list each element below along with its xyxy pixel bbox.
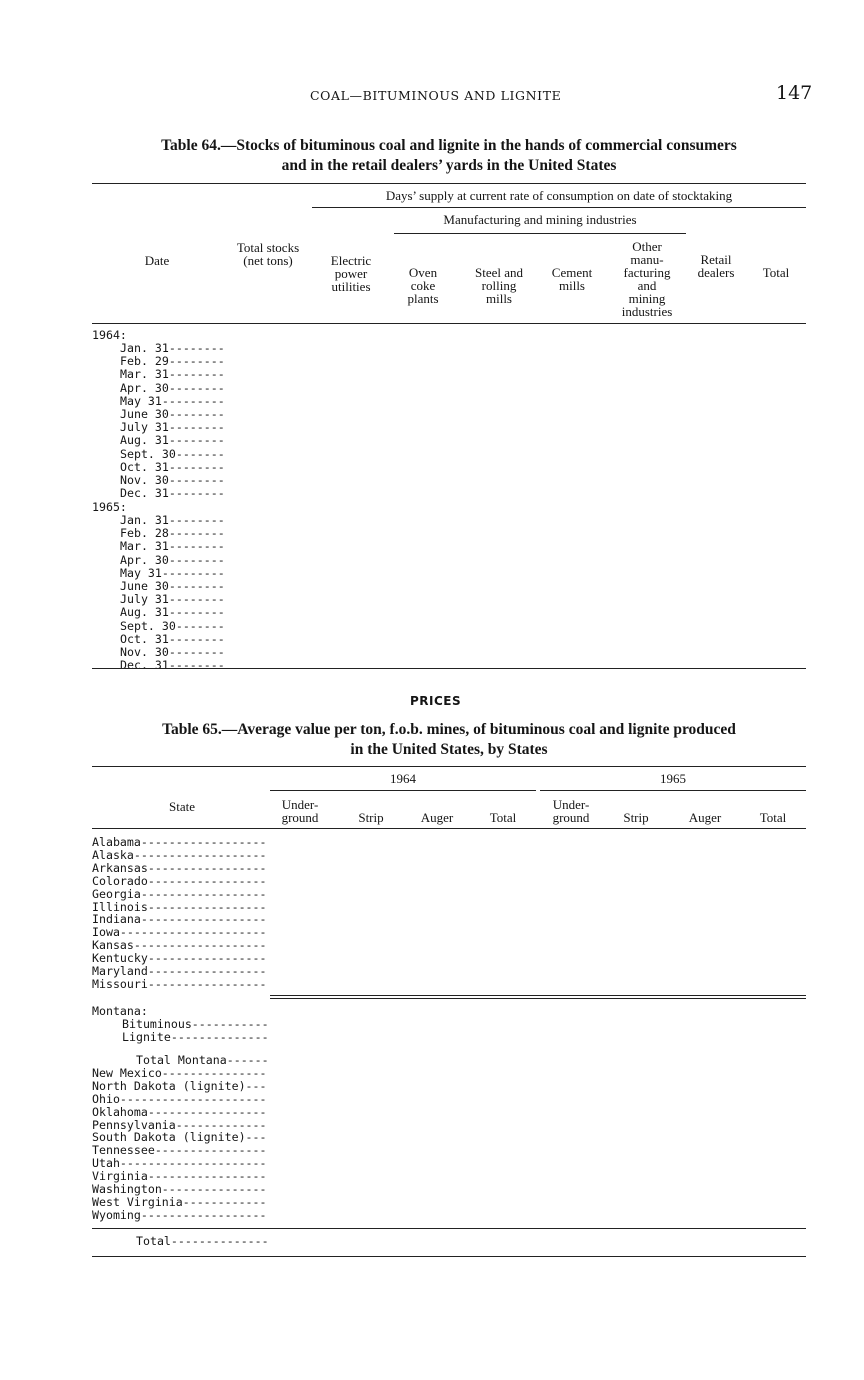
col-steel-header: Steel and rolling mills — [474, 265, 523, 306]
page-number: 147 — [776, 82, 813, 104]
running-title: COAL—BITUMINOUS AND LIGNITE — [310, 88, 562, 103]
date-cell: May 31--------- — [120, 393, 225, 408]
subcol-header: Strip — [358, 810, 384, 825]
date-cell: Apr. 30-------- — [120, 380, 225, 395]
state-cell: North Dakota (lignite)--- — [92, 1078, 267, 1093]
date-cell: Feb. 28-------- — [120, 526, 225, 541]
subcol-header: Total — [759, 810, 787, 825]
state-cell: Bituminous----------- — [122, 1017, 269, 1031]
col-oven-header: Oven coke plants — [407, 265, 439, 306]
state-cell: Washington--------------- — [92, 1182, 267, 1196]
year-label-text: 1964: — [92, 328, 127, 342]
state-cell: Lignite-------------- — [122, 1030, 269, 1044]
state-cell: Indiana------------------ — [92, 912, 267, 927]
table64-title-line1: Table 64.—Stocks of bituminous coal and lignite in the hands of commercial consumers — [161, 137, 737, 154]
year-label-text: 1965: — [92, 499, 127, 514]
subcol-header: Auger — [420, 810, 454, 825]
date-cell: Aug. 31-------- — [120, 433, 225, 448]
date-cell: July 31-------- — [120, 592, 225, 607]
state-cell: Colorado----------------- — [92, 873, 267, 888]
date-cell: Aug. 31-------- — [120, 605, 225, 620]
col-total-header: Total — [762, 265, 790, 280]
date-cell: Jan. 31-------- — [120, 512, 225, 527]
date-cell: June 30-------- — [120, 407, 225, 421]
col-date-header: Date — [144, 253, 170, 268]
state-cell: Iowa--------------------- — [92, 925, 267, 940]
state-cell: Total-------------- — [136, 1234, 269, 1248]
date-cell: Nov. 30-------- — [120, 473, 225, 487]
state-cell: Pennsylvania------------- — [92, 1117, 267, 1132]
date-cell: Oct. 31-------- — [120, 631, 225, 646]
subcol-header: Under- ground — [281, 797, 319, 825]
year-1964-header: 1964 — [390, 771, 416, 786]
date-cell: Oct. 31-------- — [120, 459, 225, 474]
montana-label-text: Montana: — [92, 1004, 148, 1018]
state-cell: Tennessee---------------- — [92, 1143, 267, 1158]
date-cell: May 31--------- — [120, 565, 225, 580]
subcol-header: Strip — [623, 810, 649, 825]
date-cell: Jan. 31-------- — [120, 341, 225, 355]
table64-title-line2: and in the retail dealers’ yards in the United States — [281, 157, 617, 174]
state-cell: Missouri----------------- — [92, 976, 267, 991]
table64-title — [92, 136, 806, 176]
state-cell: Kansas------------------- — [92, 938, 267, 953]
date-cell: Apr. 30-------- — [120, 552, 225, 567]
col-other-header: Other manu- facturing and mining industries — [621, 239, 673, 319]
date-cell: Nov. 30-------- — [120, 644, 225, 659]
date-cell: Mar. 31-------- — [120, 367, 225, 382]
subcol-header: Under- ground — [552, 797, 590, 825]
col-state-header: State — [169, 799, 195, 814]
manufacturing-spanner: Manufacturing and mining industries — [443, 212, 637, 227]
state-cell: Kentucky----------------- — [92, 951, 267, 966]
subcol-header: Total — [489, 810, 517, 825]
table65-title — [92, 720, 806, 760]
date-cell: Dec. 31-------- — [120, 658, 225, 673]
state-cell: Utah--------------------- — [92, 1156, 267, 1171]
date-cell: Mar. 31-------- — [120, 539, 225, 554]
date-cell: Sept. 30------- — [120, 446, 225, 461]
state-cell: New Mexico--------------- — [92, 1065, 267, 1080]
col-total-stocks-header: Total stocks (net tons) — [236, 240, 300, 268]
prices-heading: PRICES — [410, 694, 462, 708]
date-cell: Feb. 29-------- — [120, 354, 225, 369]
state-cell: Oklahoma----------------- — [92, 1104, 267, 1119]
state-cell: Arkansas----------------- — [92, 860, 267, 875]
table65-title-line1: Table 65.—Average value per ton, f.o.b. mines, of bituminous coal and lignite produced — [162, 721, 736, 738]
date-cell: Sept. 30------- — [120, 618, 225, 633]
date-cell: July 31-------- — [120, 420, 225, 435]
state-cell: Alabama------------------ — [92, 835, 267, 849]
state-cell: Wyoming------------------ — [92, 1207, 267, 1222]
state-cell: Ohio--------------------- — [92, 1091, 267, 1106]
table65-title-line2: in the United States, by States — [350, 741, 548, 758]
state-cell: Total Montana------ — [136, 1053, 269, 1067]
date-cell: Dec. 31-------- — [120, 486, 225, 501]
date-cell: June 30-------- — [120, 578, 225, 593]
col-retail-header: Retail dealers — [697, 252, 735, 280]
days-supply-spanner: Days’ supply at current rate of consumption on date of stocktaking — [385, 188, 733, 203]
col-electric-header: Electric power utilities — [330, 253, 372, 294]
state-cell: South Dakota (lignite)--- — [92, 1130, 267, 1145]
col-cement-header: Cement mills — [551, 265, 593, 293]
year-1965-header: 1965 — [660, 771, 686, 786]
state-cell: Georgia------------------ — [92, 886, 267, 901]
state-cell: Maryland----------------- — [92, 964, 267, 978]
subcol-header: Auger — [688, 810, 722, 825]
state-cell: Illinois----------------- — [92, 899, 267, 914]
state-cell: West Virginia------------ — [92, 1194, 267, 1209]
state-cell: Virginia----------------- — [92, 1169, 267, 1184]
state-cell: Alaska------------------- — [92, 847, 267, 862]
